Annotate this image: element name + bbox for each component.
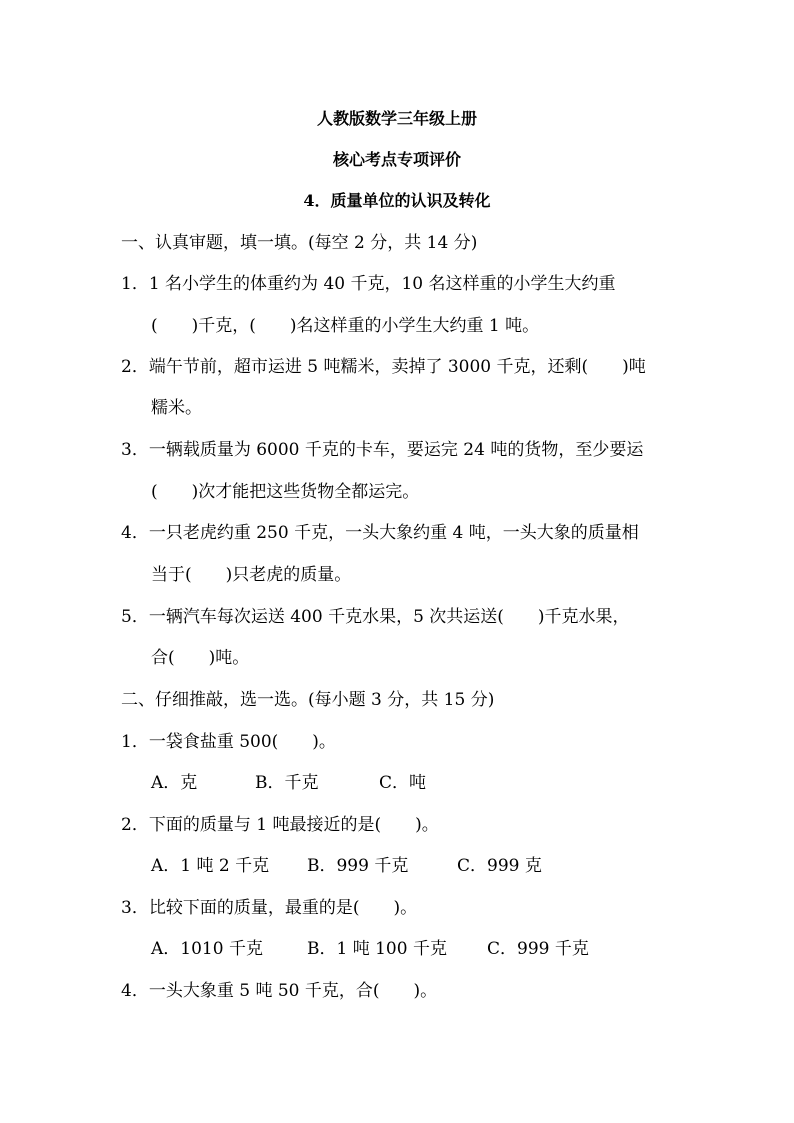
option-c: C．999 千克 bbox=[487, 939, 589, 959]
choice-question-3-stem: 3．比较下面的质量，最重的是( )。 bbox=[121, 898, 418, 918]
option-b: B．999 千克 bbox=[307, 856, 409, 876]
worksheet-title: 人教版数学三年级上册 bbox=[316, 109, 477, 128]
option-a: A．克 bbox=[151, 773, 198, 793]
option-c: C．吨 bbox=[379, 773, 427, 793]
choice-question-1-options bbox=[151, 772, 426, 794]
unit-title: 4．质量单位的认识及转化 bbox=[303, 191, 491, 210]
section-2-heading: 二、仔细推敲，选一选。(每小题 3 分，共 15 分) bbox=[121, 690, 495, 710]
choice-question-2-options bbox=[151, 855, 542, 877]
fill-question-5-line-2: 合( )吨。 bbox=[151, 648, 250, 668]
option-a: A．1010 千克 bbox=[151, 939, 263, 959]
option-c: C．999 克 bbox=[457, 856, 542, 876]
option-b: B．1 吨 100 千克 bbox=[307, 939, 447, 959]
fill-question-2-line-1: 2．端午节前，超市运进 5 吨糯米，卖掉了 3000 千克，还剩( )吨 bbox=[121, 357, 646, 377]
choice-question-2-stem: 2．下面的质量与 1 吨最接近的是( )。 bbox=[121, 815, 439, 835]
fill-question-1-line-2: ( )千克，( )名这样重的小学生大约重 1 吨。 bbox=[151, 316, 540, 336]
fill-question-3-line-2: ( )次才能把这些货物全都运完。 bbox=[151, 482, 420, 502]
section-1-heading: 一、认真审题，填一填。(每空 2 分，共 14 分) bbox=[121, 233, 478, 253]
choice-question-3-options bbox=[151, 938, 589, 960]
fill-question-1-line-1: 1．1 名小学生的体重约为 40 千克，10 名这样重的小学生大约重 bbox=[121, 274, 616, 294]
option-a: A．1 吨 2 千克 bbox=[151, 856, 270, 876]
fill-question-5-line-1: 5．一辆汽车每次运送 400 千克水果，5 次共运送( )千克水果， bbox=[121, 607, 630, 627]
choice-question-4-stem: 4．一头大象重 5 吨 50 千克，合( )。 bbox=[121, 981, 438, 1001]
option-b: B．千克 bbox=[255, 773, 319, 793]
fill-question-4-line-1: 4．一只老虎约重 250 千克，一头大象约重 4 吨，一头大象的质量相 bbox=[121, 523, 639, 543]
choice-question-1-stem: 1．一袋食盐重 500( )。 bbox=[121, 732, 336, 752]
fill-question-4-line-2: 当于( )只老虎的质量。 bbox=[151, 565, 352, 585]
worksheet-subtitle: 核心考点专项评价 bbox=[332, 150, 461, 169]
fill-question-2-line-2: 糯米。 bbox=[151, 398, 202, 418]
fill-question-3-line-1: 3．一辆载质量为 6000 千克的卡车，要运完 24 吨的货物，至少要运 bbox=[121, 440, 644, 460]
